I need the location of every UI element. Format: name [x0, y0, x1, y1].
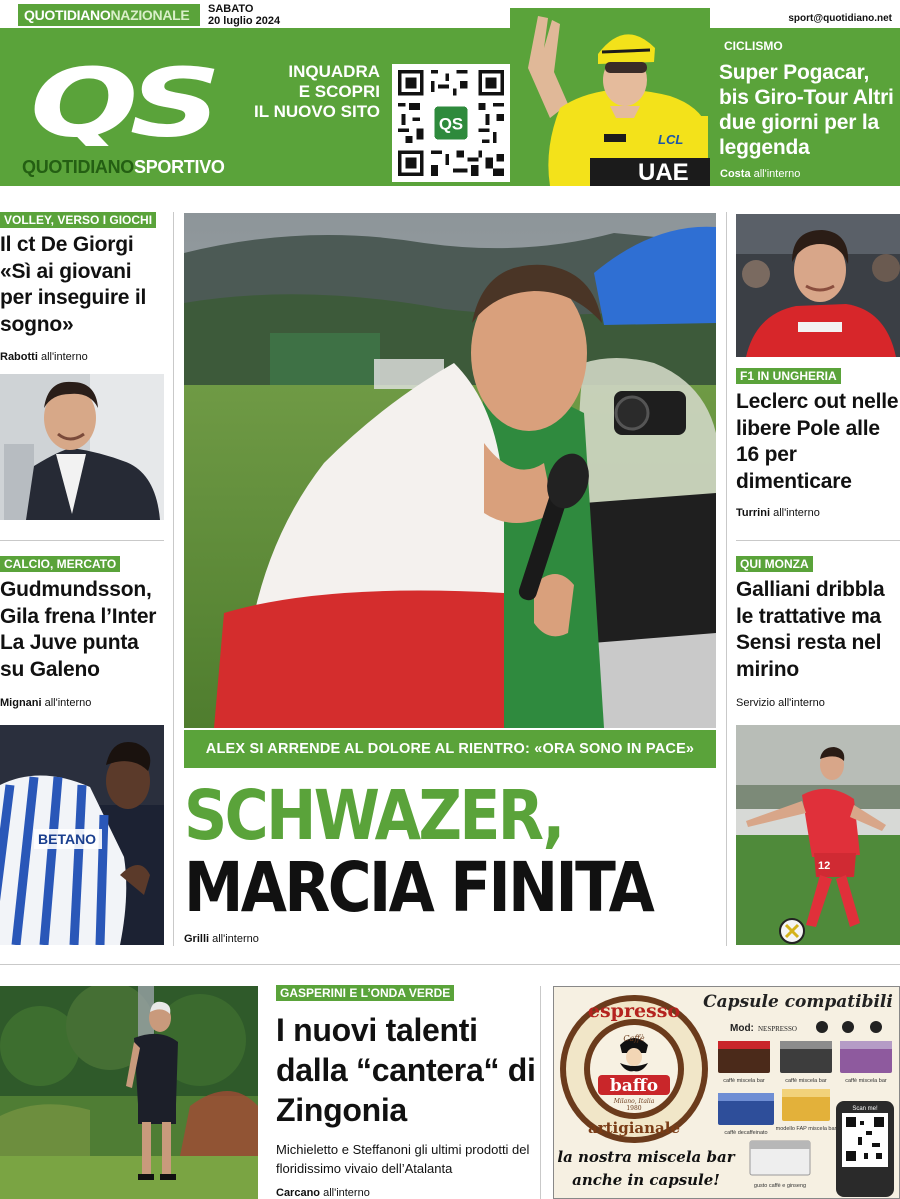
volley-byline: [0, 351, 88, 363]
qs-logo-text: QS: [29, 48, 213, 146]
sensi-photo: [736, 725, 900, 945]
ad-brand-year: 1980: [626, 1105, 642, 1112]
bottom-divider: [540, 986, 541, 1199]
brand-b: NAZIONALE: [110, 7, 190, 23]
volley-kicker: VOLLEY, VERSO I GIOCHI: [0, 212, 156, 228]
date-label: 20 luglio 2024: [208, 15, 281, 27]
cycling-headline[interactable]: Super Pogacar, bis Giro-Tour Altri due giorni per la leggenda: [719, 61, 894, 159]
qs-logo[interactable]: [22, 46, 222, 146]
ad-title: Capsule compatibili: [703, 992, 893, 1012]
monza-byline: [736, 697, 825, 709]
capsule-label: caffè miscela bar: [785, 1078, 827, 1084]
promo-text: [244, 62, 380, 122]
byline-rest: all'interno: [320, 1187, 370, 1199]
main-byline: [184, 933, 259, 945]
bottom-headline[interactable]: I nuovi talenti dalla “cantera“ di Zingonia: [276, 1012, 536, 1128]
qs-subtitle: [22, 157, 225, 178]
leclerc-photo: [736, 214, 900, 357]
schwazer-photo: [184, 213, 716, 728]
ad-brand-inner: Caffè: [623, 1034, 645, 1043]
main-subheadline: ALEX SI ARRENDE AL DOLORE AL RIENTRO: «ORA SONO IN PACE»: [184, 730, 716, 768]
ad-ring-top: espresso: [587, 1000, 681, 1022]
byline-name: Carcano: [276, 1187, 321, 1199]
calcio-kicker: CALCIO, MERCATO: [0, 556, 120, 572]
promo-line: INQUADRA: [288, 62, 380, 81]
galeno-jersey-text: BETANO: [38, 831, 97, 847]
byline-rest: all'interno: [209, 933, 259, 945]
gasperini-photo: [0, 986, 258, 1199]
brand-tab: [18, 4, 200, 26]
de-giorgi-photo: [0, 374, 164, 520]
ad-brand-name: baffo: [609, 1076, 659, 1096]
byline-name: Costa: [720, 168, 751, 180]
day-label: SABATO: [208, 3, 254, 15]
bottom-byline: [276, 1187, 370, 1199]
brand-a: QUOTIDIANO: [24, 7, 111, 23]
cycling-byline: [720, 168, 800, 180]
main-headline-line2[interactable]: MARCIA FINITA: [184, 848, 653, 928]
cycling-kicker: CICLISMO: [724, 39, 783, 53]
volley-headline[interactable]: Il ct De Giorgi «Sì ai giovani per inseguire il sogno»: [0, 233, 147, 336]
ad-ring-bottom: artigianale: [587, 1119, 681, 1137]
coffee-ad[interactable]: [553, 986, 900, 1199]
qr-label: QS: [438, 114, 464, 134]
capsule-label: gusto caffè e ginseng: [753, 1183, 807, 1189]
monza-kicker: QUI MONZA: [736, 556, 813, 572]
byline-rest: all'interno: [750, 168, 801, 180]
ad-mod-brand: NESPRESSO: [758, 1025, 797, 1033]
left-divider: [0, 540, 164, 541]
qr-code[interactable]: [392, 64, 510, 182]
byline-name: Rabotti: [0, 351, 38, 363]
ad-slogan-line2: anche in capsule!: [572, 1171, 720, 1189]
column-divider: [726, 212, 727, 946]
byline-rest: all'interno: [770, 507, 820, 519]
f1-headline[interactable]: Leclerc out nelle libere Pole alle 16 per dimenticare: [736, 390, 899, 493]
byline-rest: all'interno: [41, 697, 92, 709]
promo-line: E SCOPRI: [298, 82, 380, 101]
f1-byline: [736, 507, 820, 519]
ad-scan-label: Scan me!: [852, 1106, 878, 1112]
jersey-text: UAE: [638, 159, 689, 186]
right-divider: [736, 540, 900, 541]
byline-name: Mignani: [0, 697, 42, 709]
capsule-label: modello FAP miscela bar: [775, 1126, 837, 1132]
qs-sub-a: QUOTIDIANO: [22, 157, 134, 177]
ad-brand-city: Milano, Italia: [613, 1098, 655, 1105]
monza-headline[interactable]: Galliani dribbla le trattative ma Sensi resta nel mirino: [736, 578, 885, 681]
gasperini-kicker: GASPERINI E L’ONDA VERDE: [276, 985, 454, 1001]
column-divider: [173, 212, 174, 946]
f1-kicker: F1 IN UNGHERIA: [736, 368, 841, 384]
calcio-byline: [0, 697, 91, 709]
ad-mod-label: Mod:: [730, 1023, 754, 1034]
qs-sub-b: SPORTIVO: [134, 157, 225, 177]
sponsor-text: LCL: [658, 132, 684, 147]
bottom-summary: Michieletto e Steffanoni gli ultimi prodotti del floridissimo vivaio dell’Atalanta: [276, 1142, 530, 1176]
sensi-shirt-number: 12: [818, 860, 831, 872]
byline-name: Turrini: [736, 507, 771, 519]
galeno-photo: [0, 725, 164, 945]
calcio-headline[interactable]: Gudmundsson, Gila frena l’Inter La Juve punta su Galeno: [0, 578, 157, 681]
byline-rest: all'interno: [37, 351, 88, 363]
section-divider: [0, 964, 900, 965]
capsule-label: caffè decaffeinato: [724, 1130, 768, 1136]
dateline: [208, 3, 280, 27]
byline-rest: Servizio all'interno: [736, 697, 825, 709]
capsule-label: caffè miscela bar: [845, 1078, 887, 1084]
ad-slogan-line1: la nostra miscela bar: [557, 1148, 735, 1166]
byline-name: Grilli: [184, 933, 210, 945]
email-link[interactable]: sport@quotidiano.net: [788, 13, 892, 24]
pogacar-photo: [510, 8, 710, 186]
promo-line: IL NUOVO SITO: [254, 102, 380, 121]
qr-code-icon: [398, 70, 504, 176]
main-headline-line1[interactable]: SCHWAZER,: [184, 776, 563, 856]
capsule-label: caffè miscela bar: [723, 1078, 765, 1084]
